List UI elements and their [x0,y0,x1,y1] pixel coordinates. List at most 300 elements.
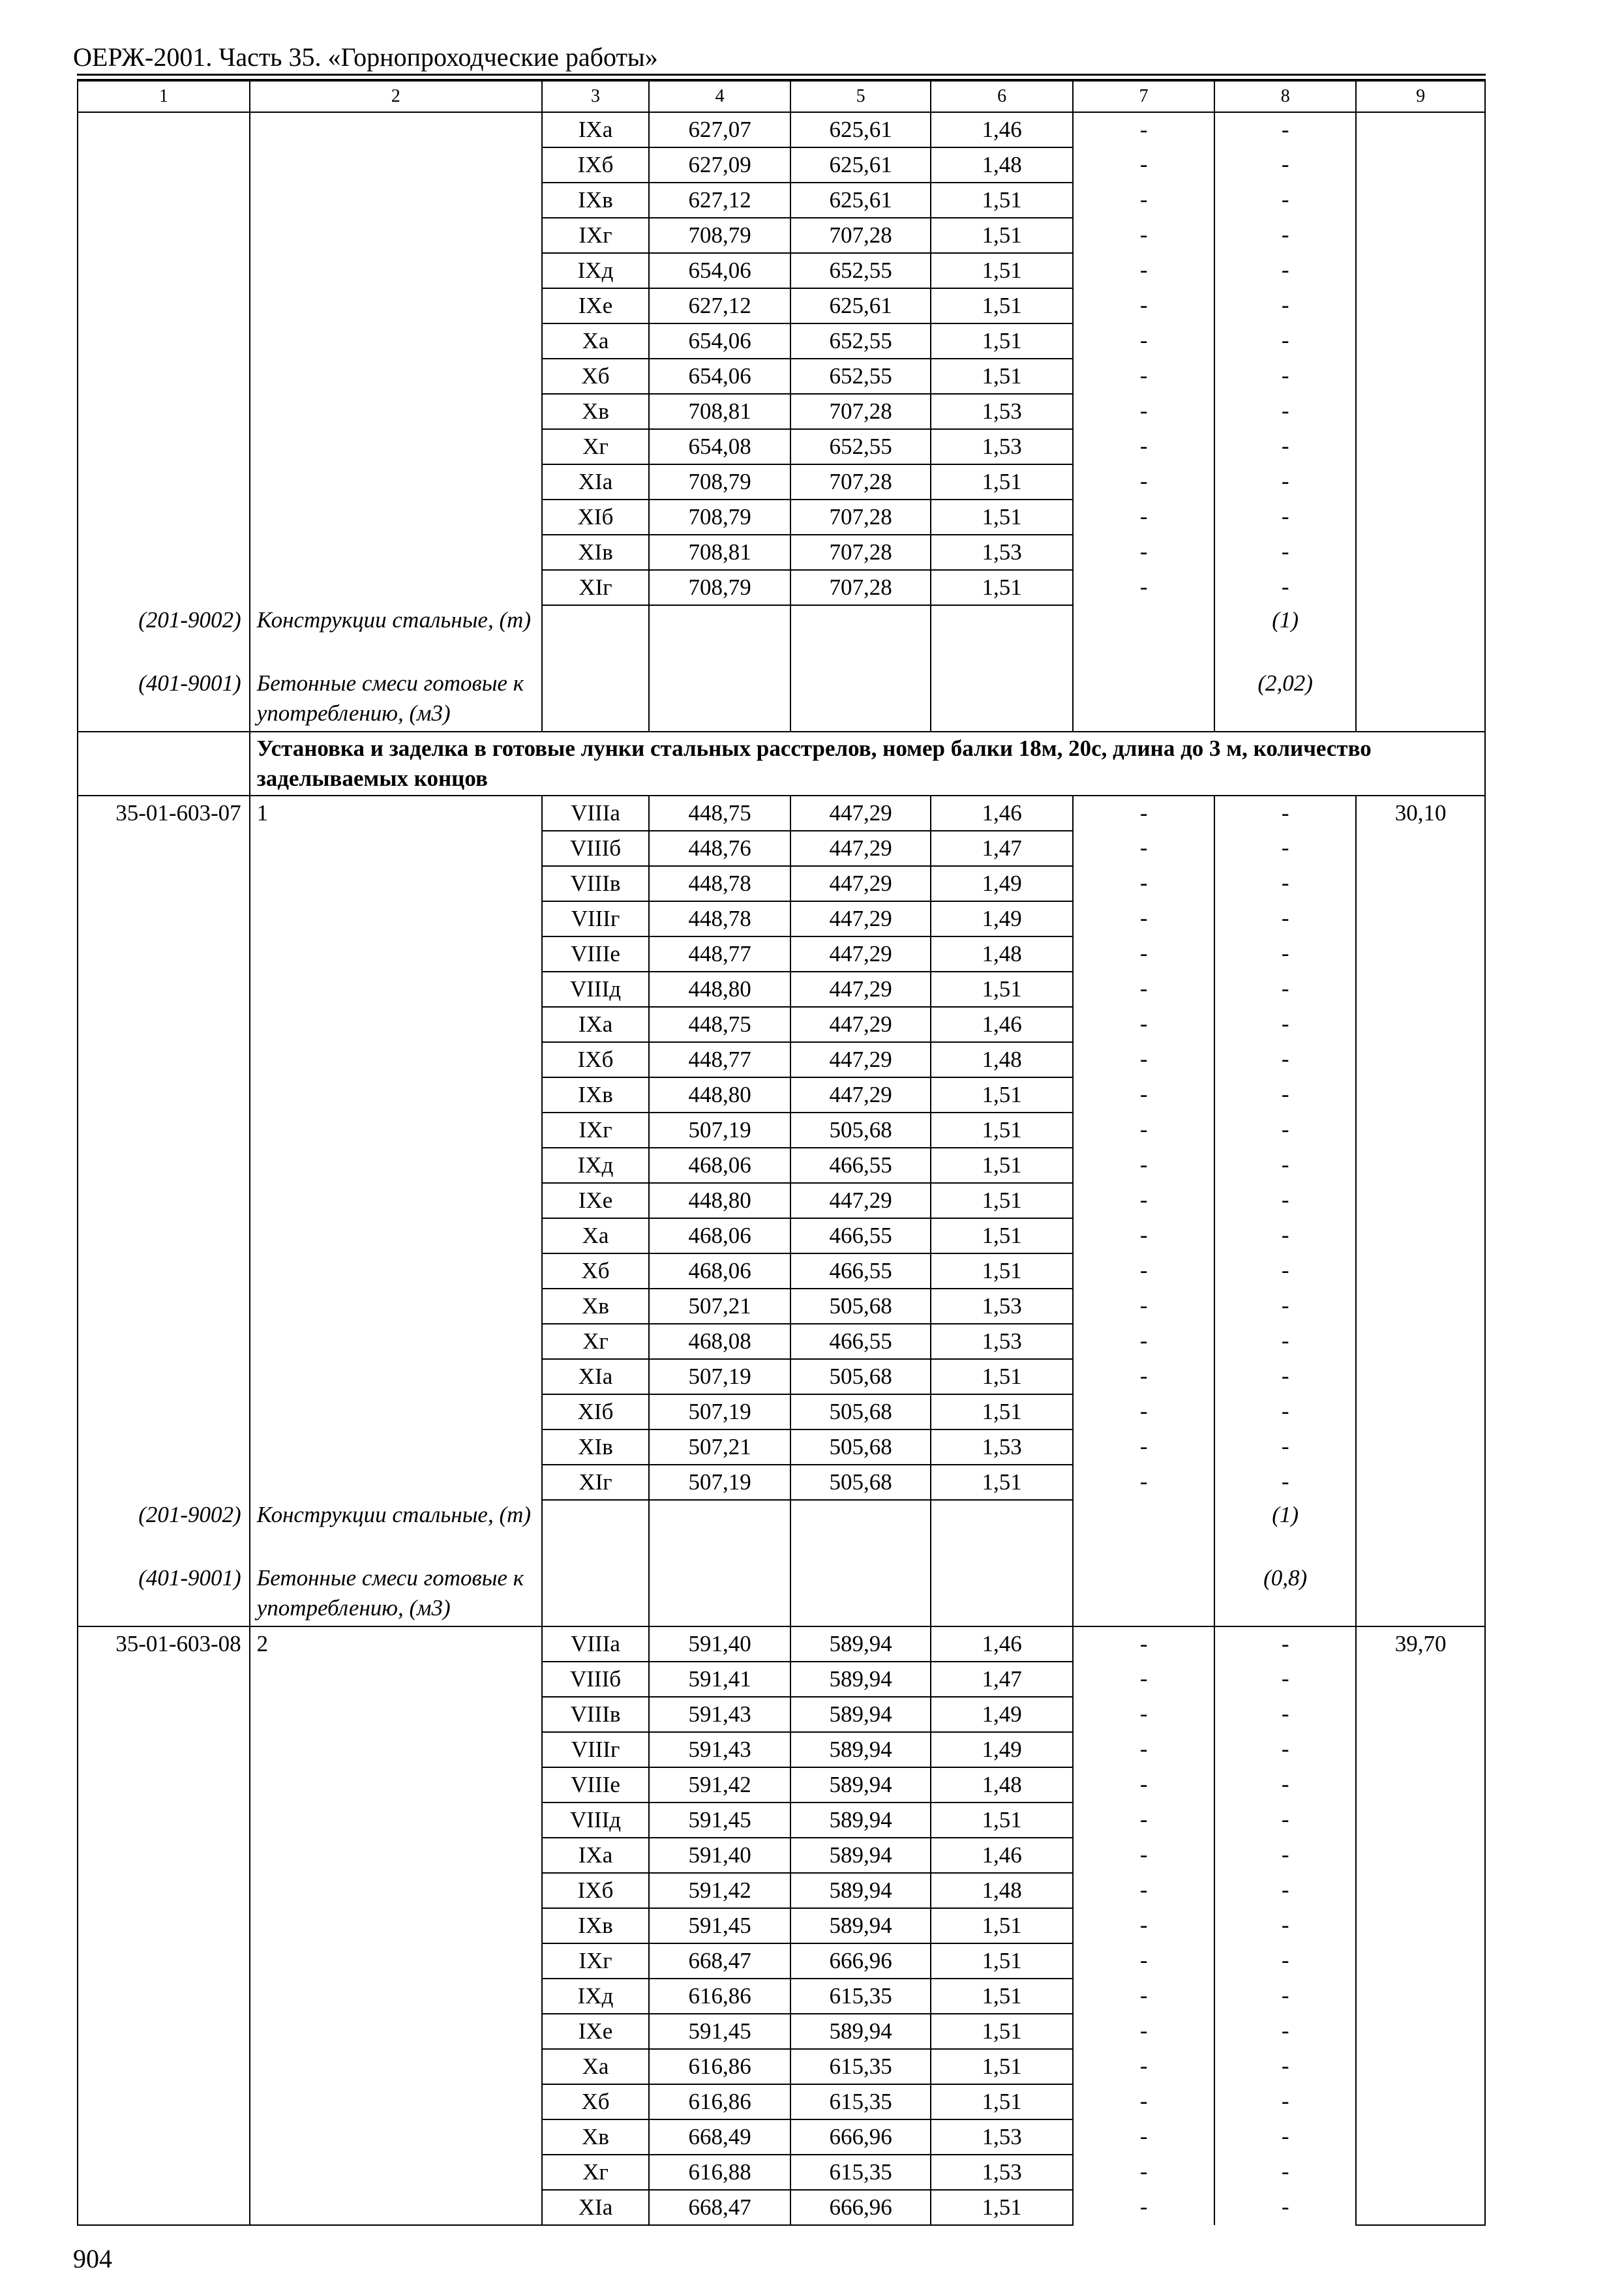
labor-cell [1356,183,1485,218]
col8-cell: - [1214,1979,1356,2014]
code-cell [78,1324,250,1359]
name-cell [250,500,542,535]
wages-cell: 466,55 [790,1253,931,1289]
code-cell [78,1042,250,1077]
table-row [78,1218,1485,1253]
materials-cell: - [1073,2119,1214,2155]
machines-cell: 1,46 [931,796,1073,831]
zone-cell: Xб [542,359,649,394]
name-cell: 2 [250,1626,542,1662]
table-row [78,796,1485,831]
machines-cell: 1,47 [931,831,1073,866]
wages-cell: 589,94 [790,1697,931,1732]
wages-cell: 447,29 [790,796,931,831]
name-cell [250,1148,542,1183]
wages-cell: 466,55 [790,1324,931,1359]
col8-cell: - [1214,1626,1356,1662]
machines-cell: 1,49 [931,1697,1073,1732]
code-cell [78,323,250,359]
name-cell [250,1767,542,1803]
total-cost-cell: 448,78 [649,901,790,936]
materials-cell: - [1073,1465,1214,1500]
machines-cell: 1,53 [931,1429,1073,1465]
table-row [78,901,1485,936]
name-cell [250,2049,542,2084]
name-cell [250,1394,542,1429]
labor-cell [1356,535,1485,570]
empty-cell [542,1563,649,1626]
wages-cell: 625,61 [790,183,931,218]
column-number-9: 9 [1356,81,1485,112]
zone-cell: Xв [542,1289,649,1324]
materials-cell: - [1073,1359,1214,1394]
zone-cell: IXг [542,218,649,253]
empty-cell [1356,668,1485,732]
labor-cell [1356,2190,1485,2225]
zone-cell: IXг [542,1113,649,1148]
zone-cell: XIб [542,500,649,535]
zone-cell: IXе [542,288,649,323]
total-cost-cell: 448,78 [649,866,790,901]
page-number: 904 [73,2244,112,2273]
total-cost-cell: 448,76 [649,831,790,866]
col8-cell: - [1214,253,1356,288]
col8-cell: - [1214,1838,1356,1873]
zone-cell: Xв [542,394,649,429]
name-cell [250,2014,542,2049]
materials-cell: - [1073,1767,1214,1803]
labor-cell [1356,288,1485,323]
code-cell [78,1732,250,1767]
name-cell [250,1042,542,1077]
table-row [78,1113,1485,1148]
machines-cell: 1,51 [931,1253,1073,1289]
col8-cell: - [1214,1429,1356,1465]
labor-cell [1356,2119,1485,2155]
labor-cell [1356,147,1485,183]
labor-cell [1356,1289,1485,1324]
col8-cell: - [1214,972,1356,1007]
labor-cell [1356,1732,1485,1767]
materials-cell: - [1073,1838,1214,1873]
zone-cell: IXд [542,253,649,288]
machines-cell: 1,48 [931,936,1073,972]
code-cell [78,1394,250,1429]
col8-cell: - [1214,1803,1356,1838]
col8-cell: - [1214,1289,1356,1324]
labor-cell [1356,500,1485,535]
zone-cell: Xг [542,2155,649,2190]
zone-cell: XIа [542,1359,649,1394]
code-cell [78,2155,250,2190]
total-cost-cell: 591,43 [649,1732,790,1767]
machines-cell: 1,48 [931,147,1073,183]
machines-cell: 1,46 [931,1007,1073,1042]
empty-cell [542,668,649,732]
table-row [78,1359,1485,1394]
name-cell [250,1465,542,1500]
col8-cell: - [1214,570,1356,605]
machines-cell: 1,51 [931,1465,1073,1500]
table-row [78,866,1485,901]
name-cell [250,1873,542,1908]
labor-cell [1356,1042,1485,1077]
name-cell [250,1697,542,1732]
code-cell [78,972,250,1007]
machines-cell: 1,53 [931,2119,1073,2155]
total-cost-cell: 468,08 [649,1324,790,1359]
total-cost-cell: 668,49 [649,2119,790,2155]
total-cost-cell: 708,79 [649,464,790,500]
materials-cell: - [1073,1943,1214,1979]
labor-cell [1356,2014,1485,2049]
col8-cell: - [1214,1465,1356,1500]
materials-cell: - [1073,2084,1214,2119]
wages-cell: 707,28 [790,570,931,605]
total-cost-cell: 616,86 [649,2084,790,2119]
table-row [78,1148,1485,1183]
machines-cell: 1,53 [931,1289,1073,1324]
table-row [78,253,1485,288]
code-cell: 35-01-603-07 [78,796,250,831]
materials-cell: - [1073,218,1214,253]
header-rule [77,74,1486,76]
materials-cell: - [1073,1183,1214,1218]
machines-cell: 1,51 [931,1803,1073,1838]
code-cell [78,112,250,147]
column-number-5: 5 [790,81,931,112]
table-row [78,1324,1485,1359]
zone-cell: Xг [542,429,649,464]
total-cost-cell: 448,80 [649,1183,790,1218]
table-row [78,464,1485,500]
materials-cell: - [1073,831,1214,866]
wages-cell: 625,61 [790,112,931,147]
code-cell [78,1253,250,1289]
materials-cell: - [1073,147,1214,183]
running-header: ОЕРЖ-2001. Часть 35. «Горнопроходческие работы» [73,42,658,72]
zone-cell: VIIIг [542,901,649,936]
col8-cell: - [1214,323,1356,359]
col8-cell: - [1214,1732,1356,1767]
machines-cell: 1,51 [931,464,1073,500]
labor-cell [1356,1218,1485,1253]
materials-cell: - [1073,901,1214,936]
materials-cell: - [1073,2190,1214,2225]
total-cost-cell: 448,77 [649,1042,790,1077]
code-cell [78,1007,250,1042]
table-row [78,972,1485,1007]
wages-cell: 589,94 [790,1873,931,1908]
name-cell [250,1183,542,1218]
zone-cell: Xа [542,323,649,359]
table-row [78,323,1485,359]
name-cell [250,394,542,429]
wages-cell: 447,29 [790,866,931,901]
name-cell [250,1007,542,1042]
table-row [78,1767,1485,1803]
col8-cell: - [1214,218,1356,253]
col8-cell: - [1214,2155,1356,2190]
labor-cell [1356,1007,1485,1042]
code-cell [78,1838,250,1873]
labor-cell [1356,464,1485,500]
code-cell [78,1429,250,1465]
resource-qty-cell: (2,02) [1214,668,1356,732]
total-cost-cell: 591,45 [649,1803,790,1838]
labor-cell [1356,1873,1485,1908]
table-row [78,936,1485,972]
wages-cell: 707,28 [790,464,931,500]
name-cell [250,218,542,253]
total-cost-cell: 591,40 [649,1838,790,1873]
name-cell: 1 [250,796,542,831]
zone-cell: IXе [542,1183,649,1218]
col8-cell: - [1214,1662,1356,1697]
rates-table-body [78,81,1485,2225]
materials-cell: - [1073,1908,1214,1943]
code-cell [78,1465,250,1500]
zone-cell: IXв [542,1908,649,1943]
col8-cell: - [1214,535,1356,570]
col8-cell: - [1214,1359,1356,1394]
table-row [78,1183,1485,1218]
name-cell [250,1803,542,1838]
col8-cell: - [1214,1148,1356,1183]
code-cell [78,831,250,866]
machines-cell: 1,51 [931,218,1073,253]
code-cell [78,1697,250,1732]
name-cell [250,1429,542,1465]
name-cell [250,1838,542,1873]
col8-cell: - [1214,147,1356,183]
empty-cell [78,732,250,796]
name-cell [250,1732,542,1767]
zone-cell: IXа [542,1007,649,1042]
code-cell [78,429,250,464]
wages-cell: 589,94 [790,1803,931,1838]
zone-cell: IXб [542,147,649,183]
total-cost-cell: 591,45 [649,2014,790,2049]
name-cell [250,866,542,901]
wages-cell: 652,55 [790,323,931,359]
wages-cell: 505,68 [790,1465,931,1500]
materials-cell: - [1073,1218,1214,1253]
zone-cell: Xа [542,1218,649,1253]
rates-table [77,80,1486,2226]
zone-cell: Xб [542,1253,649,1289]
name-cell [250,1943,542,1979]
labor-cell [1356,1359,1485,1394]
total-cost-cell: 616,88 [649,2155,790,2190]
machines-cell: 1,51 [931,500,1073,535]
table-row [78,1979,1485,2014]
zone-cell: IXг [542,1943,649,1979]
empty-cell [790,605,931,668]
wages-cell: 505,68 [790,1429,931,1465]
machines-cell: 1,47 [931,1662,1073,1697]
empty-cell [1073,1563,1214,1626]
materials-cell: - [1073,429,1214,464]
machines-cell: 1,46 [931,112,1073,147]
table-row [78,359,1485,394]
materials-cell: - [1073,1732,1214,1767]
machines-cell: 1,51 [931,1908,1073,1943]
total-cost-cell: 616,86 [649,2049,790,2084]
wages-cell: 652,55 [790,429,931,464]
col8-cell: - [1214,288,1356,323]
wages-cell: 707,28 [790,500,931,535]
zone-cell: VIIIе [542,936,649,972]
machines-cell: 1,53 [931,1324,1073,1359]
col8-cell: - [1214,183,1356,218]
col8-cell: - [1214,2049,1356,2084]
materials-cell: - [1073,1289,1214,1324]
total-cost-cell: 708,81 [649,394,790,429]
wages-cell: 625,61 [790,147,931,183]
materials-cell: - [1073,359,1214,394]
total-cost-cell: 591,45 [649,1908,790,1943]
empty-cell [931,1500,1073,1563]
code-cell [78,1803,250,1838]
machines-cell: 1,51 [931,1148,1073,1183]
table-row [78,1394,1485,1429]
materials-cell: - [1073,112,1214,147]
table-row [78,1007,1485,1042]
wages-cell: 589,94 [790,2014,931,2049]
wages-cell: 466,55 [790,1148,931,1183]
wages-cell: 447,29 [790,831,931,866]
machines-cell: 1,49 [931,1732,1073,1767]
table-row [78,1873,1485,1908]
code-cell [78,1077,250,1113]
materials-cell: - [1073,1007,1214,1042]
code-cell [78,1767,250,1803]
empty-cell [1073,1500,1214,1563]
materials-cell: - [1073,866,1214,901]
machines-cell: 1,51 [931,570,1073,605]
col8-cell: - [1214,464,1356,500]
table-row [78,1042,1485,1077]
labor-cell [1356,1253,1485,1289]
total-cost-cell: 708,79 [649,218,790,253]
labor-cell [1356,2155,1485,2190]
table-row [78,1626,1485,1662]
code-cell [78,1289,250,1324]
name-cell [250,2084,542,2119]
total-cost-cell: 591,41 [649,1662,790,1697]
labor-cell [1356,936,1485,972]
resource-code-cell: (201-9002) [78,605,250,668]
zone-cell: VIIIд [542,972,649,1007]
resource-name-cell: Конструкции стальные, (т) [250,1500,542,1563]
total-cost-cell: 448,80 [649,972,790,1007]
labor-cell [1356,1183,1485,1218]
table-row [78,831,1485,866]
zone-cell: Xб [542,2084,649,2119]
labor-cell: 39,70 [1356,1626,1485,1662]
materials-cell: - [1073,1042,1214,1077]
col8-cell: - [1214,394,1356,429]
machines-cell: 1,51 [931,2014,1073,2049]
wages-cell: 466,55 [790,1218,931,1253]
code-cell [78,570,250,605]
wages-cell: 589,94 [790,1838,931,1873]
column-number-6: 6 [931,81,1073,112]
table-row [78,1943,1485,1979]
total-cost-cell: 468,06 [649,1218,790,1253]
zone-cell: XIв [542,1429,649,1465]
wages-cell: 447,29 [790,936,931,972]
name-cell [250,1662,542,1697]
wages-cell: 707,28 [790,218,931,253]
empty-cell [931,668,1073,732]
code-cell [78,394,250,429]
wages-cell: 666,96 [790,1943,931,1979]
zone-cell: IXа [542,1838,649,1873]
zone-cell: XIг [542,1465,649,1500]
table-row [78,1803,1485,1838]
wages-cell: 447,29 [790,1183,931,1218]
table-row [78,218,1485,253]
labor-cell [1356,394,1485,429]
col8-cell: - [1214,866,1356,901]
machines-cell: 1,51 [931,1183,1073,1218]
name-cell [250,535,542,570]
labor-cell [1356,1324,1485,1359]
zone-cell: IXд [542,1979,649,2014]
name-cell [250,183,542,218]
machines-cell: 1,46 [931,1626,1073,1662]
total-cost-cell: 507,21 [649,1429,790,1465]
code-cell [78,500,250,535]
zone-cell: VIIIа [542,1626,649,1662]
machines-cell: 1,53 [931,429,1073,464]
labor-cell [1356,570,1485,605]
total-cost-cell: 627,12 [649,288,790,323]
wages-cell: 505,68 [790,1289,931,1324]
total-cost-cell: 591,42 [649,1767,790,1803]
wages-cell: 707,28 [790,535,931,570]
zone-cell: IXб [542,1873,649,1908]
col8-cell: - [1214,1218,1356,1253]
code-cell [78,1359,250,1394]
machines-cell: 1,51 [931,288,1073,323]
wages-cell: 505,68 [790,1359,931,1394]
materials-cell: - [1073,936,1214,972]
wages-cell: 615,35 [790,1979,931,2014]
machines-cell: 1,51 [931,2049,1073,2084]
machines-cell: 1,51 [931,1113,1073,1148]
total-cost-cell: 507,19 [649,1465,790,1500]
code-cell [78,901,250,936]
wages-cell: 615,35 [790,2084,931,2119]
zone-cell: IXа [542,112,649,147]
wages-cell: 666,96 [790,2119,931,2155]
total-cost-cell: 708,81 [649,535,790,570]
resource-qty-cell: (1) [1214,1500,1356,1563]
col8-cell: - [1214,936,1356,972]
zone-cell: IXе [542,2014,649,2049]
code-cell: 35-01-603-08 [78,1626,250,1662]
col8-cell: - [1214,1183,1356,1218]
name-cell [250,429,542,464]
col8-cell: - [1214,1113,1356,1148]
empty-cell [1073,668,1214,732]
column-number-8: 8 [1214,81,1356,112]
machines-cell: 1,51 [931,323,1073,359]
code-cell [78,2014,250,2049]
